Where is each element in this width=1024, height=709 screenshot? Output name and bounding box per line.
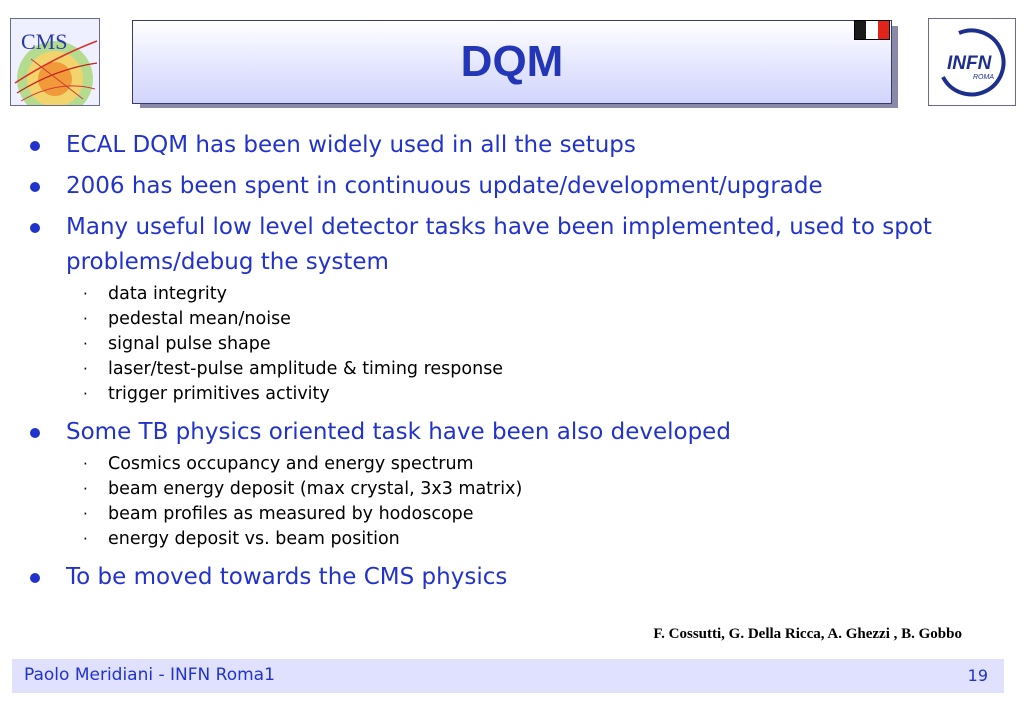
sub-bullet-item — [30, 452, 990, 477]
sub-bullet-item — [30, 282, 990, 307]
sub-bullet-dot-icon: · — [83, 285, 88, 303]
cms-logo-graphic — [11, 19, 99, 105]
bullet-item — [30, 560, 990, 595]
bullet-text: Many useful low level detector tasks have been implemented, used to spot problems/debug the system — [66, 214, 932, 275]
bullet-dot-icon — [30, 428, 40, 438]
bullet-item — [30, 169, 990, 204]
footer-bar — [12, 659, 1004, 693]
sub-bullet-text: energy deposit vs. beam position — [108, 529, 400, 549]
bullet-dot-icon — [30, 573, 40, 583]
footer-presenter: Paolo Meridiani - INFN Roma1 — [24, 665, 275, 685]
infn-logo-text: INFN — [947, 53, 992, 74]
authors-credit: F. Cossutti, G. Della Ricca, A. Ghezzi , B. Gobbo — [653, 626, 962, 642]
sub-bullet-item — [30, 502, 990, 527]
bullet-item — [30, 128, 990, 163]
flag-stripe-middle — [866, 21, 877, 39]
title-box — [132, 20, 892, 104]
sub-bullet-text: pedestal mean/noise — [108, 309, 291, 329]
bullet-dot-icon — [30, 223, 40, 233]
sub-bullet-item — [30, 477, 990, 502]
sub-bullet-dot-icon: · — [83, 360, 88, 378]
sub-bullet-dot-icon: · — [83, 530, 88, 548]
sub-bullet-dot-icon: · — [83, 505, 88, 523]
bullet-item — [30, 415, 990, 450]
sub-bullet-item — [30, 357, 990, 382]
sub-bullet-text: trigger primitives activity — [108, 384, 330, 404]
bullet-text: To be moved towards the CMS physics — [66, 564, 508, 590]
sub-bullet-item — [30, 332, 990, 357]
bullet-dot-icon — [30, 141, 40, 151]
cms-logo-text: CMS — [21, 29, 68, 54]
sub-bullet-list — [30, 452, 990, 552]
sub-bullet-text: beam energy deposit (max crystal, 3x3 matrix) — [108, 479, 523, 499]
cms-logo — [10, 18, 100, 106]
bullet-text: 2006 has been spent in continuous update/development/upgrade — [66, 173, 823, 199]
flag-stripe-left — [855, 21, 866, 39]
sub-bullet-item — [30, 527, 990, 552]
flag-stripe-right — [878, 21, 889, 39]
sub-bullet-text: beam profiles as measured by hodoscope — [108, 504, 474, 524]
bullet-text: Some TB physics oriented task have been also developed — [66, 419, 731, 445]
sub-bullet-text: Cosmics occupancy and energy spectrum — [108, 454, 474, 474]
sub-bullet-text: data integrity — [108, 284, 227, 304]
sub-bullet-list — [30, 282, 990, 407]
sub-bullet-item — [30, 307, 990, 332]
bullet-dot-icon — [30, 182, 40, 192]
page-number: 19 — [967, 666, 988, 685]
sub-bullet-dot-icon: · — [83, 335, 88, 353]
infn-logo-subtext: ROMA — [973, 74, 994, 81]
slide-title: DQM — [460, 37, 564, 86]
infn-logo-graphic — [929, 19, 1015, 105]
sub-bullet-text: signal pulse shape — [108, 334, 271, 354]
slide-content — [30, 128, 990, 601]
italian-flag-icon — [854, 20, 890, 40]
bullet-text: ECAL DQM has been widely used in all the setups — [66, 132, 636, 158]
infn-logo — [928, 18, 1016, 106]
sub-bullet-item — [30, 382, 990, 407]
sub-bullet-dot-icon: · — [83, 385, 88, 403]
sub-bullet-dot-icon: · — [83, 310, 88, 328]
sub-bullet-dot-icon: · — [83, 480, 88, 498]
bullet-item — [30, 210, 990, 280]
sub-bullet-dot-icon: · — [83, 455, 88, 473]
sub-bullet-text: laser/test-pulse amplitude & timing response — [108, 359, 504, 379]
